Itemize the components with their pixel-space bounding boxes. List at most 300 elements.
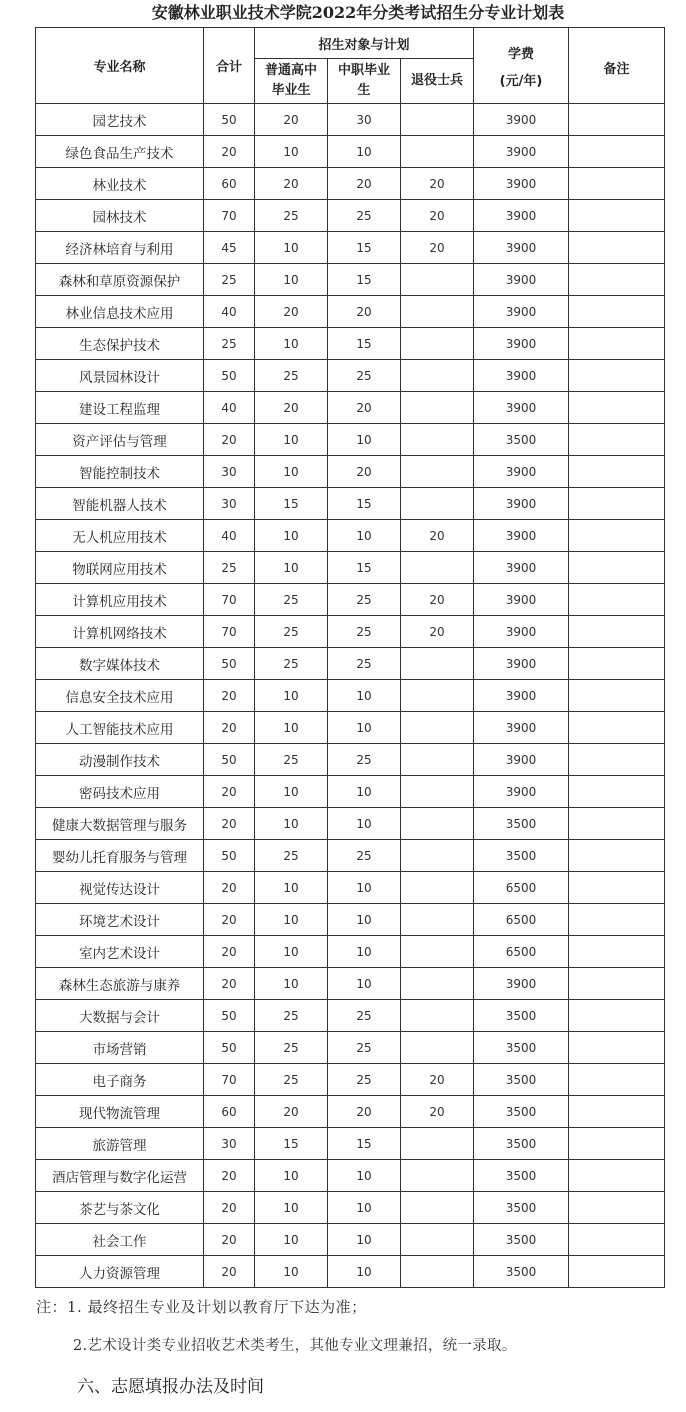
vocational-cell: 25 [328, 1000, 401, 1032]
high-school-cell: 10 [255, 520, 328, 552]
major-cell: 社会工作 [36, 1224, 204, 1256]
major-cell: 物联网应用技术 [36, 552, 204, 584]
high-school-cell: 25 [255, 1000, 328, 1032]
table-row [36, 1256, 665, 1288]
vocational-cell: 10 [328, 424, 401, 456]
total-cell: 50 [204, 104, 255, 136]
fee-cell: 3900 [474, 552, 569, 584]
section-heading: 六、志愿填报办法及时间 [77, 1377, 264, 1397]
total-cell: 20 [204, 776, 255, 808]
remark-cell [569, 520, 665, 552]
remark-cell [569, 936, 665, 968]
vocational-cell: 15 [328, 232, 401, 264]
vocational-cell: 15 [328, 1128, 401, 1160]
high-school-cell: 25 [255, 1064, 328, 1096]
total-cell: 70 [204, 1064, 255, 1096]
fee-cell: 6500 [474, 936, 569, 968]
vocational-cell: 10 [328, 936, 401, 968]
table-row [36, 168, 665, 200]
major-cell: 室内艺术设计 [36, 936, 204, 968]
remark-cell [569, 168, 665, 200]
major-cell: 旅游管理 [36, 1128, 204, 1160]
remark-cell [569, 1032, 665, 1064]
high-school-cell: 10 [255, 328, 328, 360]
high-school-cell: 25 [255, 584, 328, 616]
table-row [36, 1160, 665, 1192]
total-cell: 50 [204, 840, 255, 872]
fee-cell: 3500 [474, 1256, 569, 1288]
remark-cell [569, 680, 665, 712]
vocational-cell: 10 [328, 776, 401, 808]
veteran-cell [401, 712, 474, 744]
vocational-cell: 20 [328, 1096, 401, 1128]
remark-cell [569, 808, 665, 840]
major-cell: 人工智能技术应用 [36, 712, 204, 744]
fee-cell: 3500 [474, 1096, 569, 1128]
vocational-cell: 15 [328, 488, 401, 520]
fee-cell: 3900 [474, 488, 569, 520]
veteran-cell [401, 744, 474, 776]
remark-cell [569, 264, 665, 296]
remark-cell [569, 392, 665, 424]
total-cell: 50 [204, 1032, 255, 1064]
table-row [36, 456, 665, 488]
veteran-cell [401, 680, 474, 712]
vocational-cell: 10 [328, 520, 401, 552]
table-row [36, 968, 665, 1000]
total-cell: 50 [204, 1000, 255, 1032]
total-cell: 50 [204, 360, 255, 392]
fee-cell: 3500 [474, 1032, 569, 1064]
vocational-cell: 25 [328, 840, 401, 872]
vocational-cell: 20 [328, 392, 401, 424]
total-cell: 20 [204, 136, 255, 168]
major-cell: 酒店管理与数字化运营 [36, 1160, 204, 1192]
total-cell: 50 [204, 648, 255, 680]
vocational-cell: 10 [328, 968, 401, 1000]
vocational-cell: 25 [328, 616, 401, 648]
veteran-cell: 20 [401, 616, 474, 648]
remark-cell [569, 648, 665, 680]
total-cell: 40 [204, 392, 255, 424]
total-cell: 30 [204, 488, 255, 520]
remark-cell [569, 1064, 665, 1096]
vocational-cell: 15 [328, 264, 401, 296]
table-row [36, 136, 665, 168]
fee-cell: 3900 [474, 968, 569, 1000]
total-cell: 20 [204, 1192, 255, 1224]
total-cell: 70 [204, 616, 255, 648]
veteran-cell: 20 [401, 168, 474, 200]
major-cell: 数字媒体技术 [36, 648, 204, 680]
vocational-cell: 20 [328, 168, 401, 200]
major-cell: 无人机应用技术 [36, 520, 204, 552]
major-cell: 智能控制技术 [36, 456, 204, 488]
remark-cell [569, 616, 665, 648]
table-row [36, 328, 665, 360]
total-cell: 40 [204, 296, 255, 328]
high-school-cell: 10 [255, 552, 328, 584]
fee-cell: 3900 [474, 648, 569, 680]
table-row [36, 808, 665, 840]
remark-cell [569, 712, 665, 744]
table-row [36, 264, 665, 296]
remark-cell [569, 232, 665, 264]
vocational-cell: 10 [328, 680, 401, 712]
major-cell: 计算机应用技术 [36, 584, 204, 616]
veteran-cell [401, 776, 474, 808]
fee-cell: 3900 [474, 232, 569, 264]
high-school-cell: 25 [255, 840, 328, 872]
table-row [36, 1128, 665, 1160]
veteran-cell [401, 1256, 474, 1288]
fee-cell: 3500 [474, 1192, 569, 1224]
high-school-cell: 10 [255, 872, 328, 904]
veteran-cell [401, 1128, 474, 1160]
major-cell: 生态保护技术 [36, 328, 204, 360]
vocational-cell: 20 [328, 456, 401, 488]
veteran-cell [401, 1160, 474, 1192]
table-body [36, 104, 665, 1288]
major-cell: 森林生态旅游与康养 [36, 968, 204, 1000]
table-row [36, 392, 665, 424]
table-row [36, 1224, 665, 1256]
high-school-cell: 15 [255, 488, 328, 520]
veteran-cell [401, 424, 474, 456]
total-cell: 30 [204, 1128, 255, 1160]
major-cell: 园艺技术 [36, 104, 204, 136]
veteran-cell [401, 328, 474, 360]
note-2: 2.艺术设计类专业招收艺术类考生，其他专业文理兼招，统一录取。 [73, 1338, 517, 1354]
high-school-cell: 10 [255, 904, 328, 936]
vocational-cell: 25 [328, 584, 401, 616]
total-cell: 20 [204, 712, 255, 744]
table-row [36, 360, 665, 392]
vocational-cell: 10 [328, 904, 401, 936]
total-cell: 20 [204, 1160, 255, 1192]
vocational-cell: 20 [328, 296, 401, 328]
total-cell: 45 [204, 232, 255, 264]
major-cell: 大数据与会计 [36, 1000, 204, 1032]
header-vocational: 中职毕业生 [328, 59, 401, 104]
high-school-cell: 10 [255, 936, 328, 968]
vocational-cell: 10 [328, 136, 401, 168]
veteran-cell [401, 1224, 474, 1256]
remark-cell [569, 1000, 665, 1032]
veteran-cell: 20 [401, 200, 474, 232]
veteran-cell: 20 [401, 232, 474, 264]
vocational-cell: 25 [328, 1064, 401, 1096]
high-school-cell: 20 [255, 1096, 328, 1128]
major-cell: 计算机网络技术 [36, 616, 204, 648]
table-row [36, 296, 665, 328]
remark-cell [569, 328, 665, 360]
remark-cell [569, 296, 665, 328]
fee-cell: 3900 [474, 264, 569, 296]
veteran-cell [401, 296, 474, 328]
vocational-cell: 10 [328, 1256, 401, 1288]
remark-cell [569, 424, 665, 456]
fee-cell: 3900 [474, 456, 569, 488]
remark-cell [569, 1192, 665, 1224]
fee-cell: 3500 [474, 840, 569, 872]
veteran-cell [401, 840, 474, 872]
table-row [36, 232, 665, 264]
high-school-cell: 10 [255, 968, 328, 1000]
high-school-cell: 25 [255, 200, 328, 232]
header-group: 招生对象与计划 [255, 28, 474, 59]
remark-cell [569, 872, 665, 904]
table-row [36, 1096, 665, 1128]
remark-cell [569, 776, 665, 808]
veteran-cell [401, 552, 474, 584]
veteran-cell [401, 1192, 474, 1224]
table-row [36, 424, 665, 456]
table-row [36, 552, 665, 584]
vocational-cell: 10 [328, 1192, 401, 1224]
page-title: 安徽林业职业技术学院2022年分类考试招生分专业计划表 [151, 3, 565, 22]
high-school-cell: 10 [255, 456, 328, 488]
remark-cell [569, 904, 665, 936]
total-cell: 30 [204, 456, 255, 488]
major-cell: 风景园林设计 [36, 360, 204, 392]
fee-cell: 6500 [474, 904, 569, 936]
high-school-cell: 25 [255, 648, 328, 680]
vocational-cell: 25 [328, 360, 401, 392]
total-cell: 25 [204, 328, 255, 360]
fee-cell: 3900 [474, 328, 569, 360]
veteran-cell [401, 872, 474, 904]
fee-cell: 3900 [474, 680, 569, 712]
high-school-cell: 10 [255, 1256, 328, 1288]
veteran-cell: 20 [401, 1096, 474, 1128]
fee-cell: 3500 [474, 808, 569, 840]
veteran-cell [401, 648, 474, 680]
table-row [36, 1192, 665, 1224]
total-cell: 20 [204, 904, 255, 936]
table-row [36, 872, 665, 904]
table-row [36, 1032, 665, 1064]
high-school-cell: 10 [255, 1224, 328, 1256]
high-school-cell: 10 [255, 808, 328, 840]
table-row [36, 488, 665, 520]
total-cell: 20 [204, 808, 255, 840]
veteran-cell [401, 936, 474, 968]
high-school-cell: 20 [255, 296, 328, 328]
total-cell: 20 [204, 424, 255, 456]
major-cell: 智能机器人技术 [36, 488, 204, 520]
header-veteran: 退役士兵 [401, 59, 474, 104]
veteran-cell [401, 360, 474, 392]
fee-cell: 3900 [474, 616, 569, 648]
vocational-cell: 10 [328, 1224, 401, 1256]
table-row [36, 584, 665, 616]
total-cell: 40 [204, 520, 255, 552]
table-row [36, 1064, 665, 1096]
fee-cell: 3500 [474, 1000, 569, 1032]
enrollment-plan-table [35, 27, 665, 1288]
high-school-cell: 20 [255, 104, 328, 136]
fee-cell: 3900 [474, 136, 569, 168]
vocational-cell: 15 [328, 328, 401, 360]
fee-cell: 3900 [474, 200, 569, 232]
fee-cell: 3900 [474, 776, 569, 808]
total-cell: 20 [204, 680, 255, 712]
header-high-school: 普通高中毕业生 [255, 59, 328, 104]
high-school-cell: 10 [255, 264, 328, 296]
veteran-cell: 20 [401, 520, 474, 552]
total-cell: 60 [204, 1096, 255, 1128]
fee-cell: 3900 [474, 744, 569, 776]
table-row [36, 936, 665, 968]
total-cell: 70 [204, 200, 255, 232]
vocational-cell: 10 [328, 808, 401, 840]
remark-cell [569, 1256, 665, 1288]
remark-cell [569, 488, 665, 520]
high-school-cell: 10 [255, 1160, 328, 1192]
fee-cell: 3900 [474, 360, 569, 392]
vocational-cell: 10 [328, 872, 401, 904]
vocational-cell: 25 [328, 744, 401, 776]
major-cell: 资产评估与管理 [36, 424, 204, 456]
high-school-cell: 20 [255, 392, 328, 424]
major-cell: 经济林培育与利用 [36, 232, 204, 264]
vocational-cell: 30 [328, 104, 401, 136]
high-school-cell: 10 [255, 1192, 328, 1224]
header-total: 合计 [204, 28, 255, 104]
fee-cell: 3500 [474, 424, 569, 456]
fee-cell: 3500 [474, 1064, 569, 1096]
vocational-cell: 25 [328, 1032, 401, 1064]
high-school-cell: 10 [255, 136, 328, 168]
major-cell: 视觉传达设计 [36, 872, 204, 904]
veteran-cell [401, 1000, 474, 1032]
table-row [36, 776, 665, 808]
high-school-cell: 10 [255, 680, 328, 712]
total-cell: 25 [204, 552, 255, 584]
high-school-cell: 10 [255, 232, 328, 264]
fee-cell: 3500 [474, 1160, 569, 1192]
note-1: 注：1. 最终招生专业及计划以教育厅下达为准； [36, 1298, 367, 1316]
fee-cell: 3900 [474, 168, 569, 200]
total-cell: 20 [204, 1256, 255, 1288]
table-row [36, 840, 665, 872]
fee-cell: 3900 [474, 392, 569, 424]
vocational-cell: 15 [328, 552, 401, 584]
table-row [36, 648, 665, 680]
major-cell: 婴幼儿托育服务与管理 [36, 840, 204, 872]
high-school-cell: 25 [255, 744, 328, 776]
remark-cell [569, 456, 665, 488]
table-row [36, 712, 665, 744]
remark-cell [569, 840, 665, 872]
total-cell: 50 [204, 744, 255, 776]
major-cell: 动漫制作技术 [36, 744, 204, 776]
total-cell: 25 [204, 264, 255, 296]
major-cell: 密码技术应用 [36, 776, 204, 808]
high-school-cell: 15 [255, 1128, 328, 1160]
fee-cell: 3900 [474, 584, 569, 616]
remark-cell [569, 1224, 665, 1256]
veteran-cell [401, 488, 474, 520]
header-major: 专业名称 [36, 28, 204, 104]
veteran-cell [401, 104, 474, 136]
high-school-cell: 25 [255, 360, 328, 392]
remark-cell [569, 200, 665, 232]
header-remark: 备注 [569, 28, 665, 104]
major-cell: 信息安全技术应用 [36, 680, 204, 712]
header-fee-unit: (元/年) [499, 73, 543, 89]
table-row [36, 904, 665, 936]
major-cell: 绿色食品生产技术 [36, 136, 204, 168]
major-cell: 茶艺与茶文化 [36, 1192, 204, 1224]
header-fee-label: 学费 [507, 46, 534, 62]
fee-cell: 6500 [474, 872, 569, 904]
table-row [36, 200, 665, 232]
table-row [36, 104, 665, 136]
major-cell: 健康大数据管理与服务 [36, 808, 204, 840]
table-row [36, 680, 665, 712]
remark-cell [569, 104, 665, 136]
total-cell: 70 [204, 584, 255, 616]
remark-cell [569, 1096, 665, 1128]
veteran-cell: 20 [401, 584, 474, 616]
total-cell: 20 [204, 968, 255, 1000]
remark-cell [569, 1128, 665, 1160]
veteran-cell [401, 968, 474, 1000]
major-cell: 市场营销 [36, 1032, 204, 1064]
veteran-cell [401, 456, 474, 488]
vocational-cell: 25 [328, 200, 401, 232]
total-cell: 20 [204, 936, 255, 968]
major-cell: 人力资源管理 [36, 1256, 204, 1288]
high-school-cell: 10 [255, 712, 328, 744]
table-row [36, 520, 665, 552]
fee-cell: 3900 [474, 520, 569, 552]
fee-cell: 3900 [474, 296, 569, 328]
high-school-cell: 25 [255, 1032, 328, 1064]
fee-cell: 3900 [474, 712, 569, 744]
remark-cell [569, 136, 665, 168]
high-school-cell: 20 [255, 168, 328, 200]
vocational-cell: 10 [328, 1160, 401, 1192]
remark-cell [569, 360, 665, 392]
major-cell: 建设工程监理 [36, 392, 204, 424]
total-cell: 20 [204, 872, 255, 904]
high-school-cell: 10 [255, 776, 328, 808]
fee-cell: 3900 [474, 104, 569, 136]
major-cell: 林业技术 [36, 168, 204, 200]
vocational-cell: 25 [328, 648, 401, 680]
vocational-cell: 10 [328, 712, 401, 744]
fee-cell: 3500 [474, 1128, 569, 1160]
veteran-cell [401, 904, 474, 936]
fee-cell: 3500 [474, 1224, 569, 1256]
remark-cell [569, 584, 665, 616]
veteran-cell [401, 264, 474, 296]
remark-cell [569, 968, 665, 1000]
total-cell: 20 [204, 1224, 255, 1256]
major-cell: 环境艺术设计 [36, 904, 204, 936]
major-cell: 电子商务 [36, 1064, 204, 1096]
table-row [36, 744, 665, 776]
major-cell: 林业信息技术应用 [36, 296, 204, 328]
remark-cell [569, 552, 665, 584]
remark-cell [569, 1160, 665, 1192]
high-school-cell: 10 [255, 424, 328, 456]
veteran-cell [401, 136, 474, 168]
high-school-cell: 25 [255, 616, 328, 648]
